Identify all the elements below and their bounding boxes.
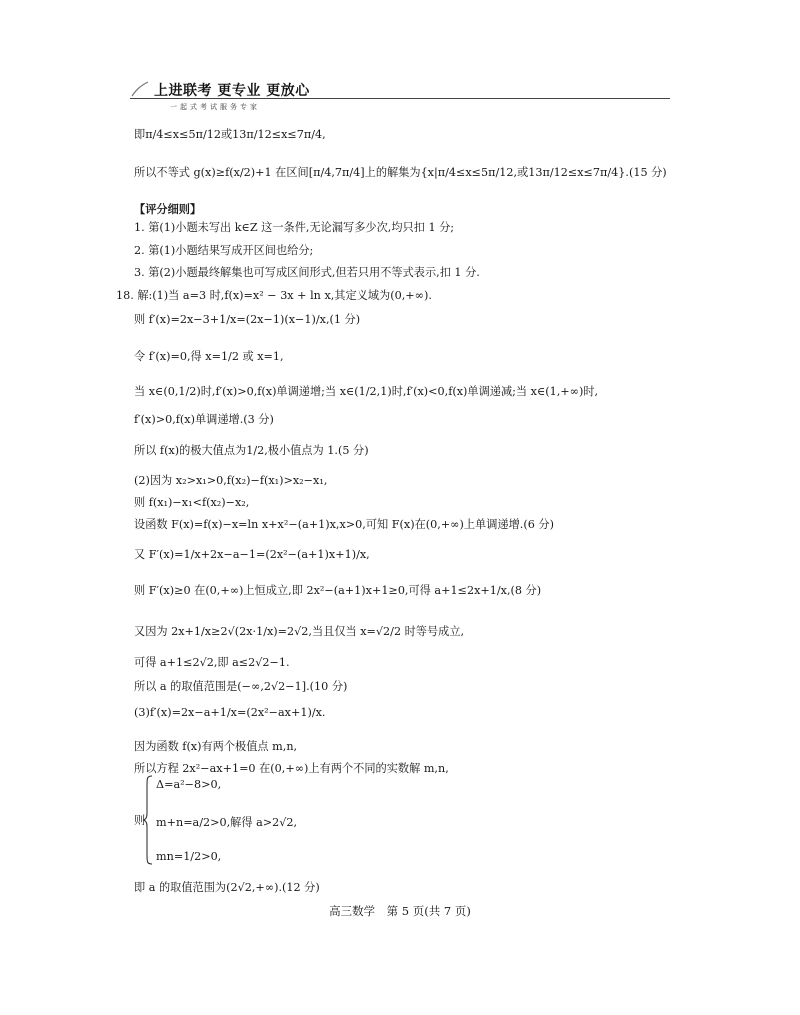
part-2-line-3: 设函数 F(x)=f(x)−x=ln x+x²−(a+1)x,x>0,可知 F(x)在(0,+∞)上单调递增.(6 分) xyxy=(134,518,554,531)
part-3-start: (3)f′(x)=2x−a+1/x=(2x²−ax+1)/x. xyxy=(134,706,326,719)
monotonicity-line-1: 当 x∈(0,1/2)时,f′(x)>0,f(x)单调递增;当 x∈(1/2,1)时,f′(x)<0,f(x)单调递减;当 x∈(1,+∞)时, xyxy=(134,385,599,398)
inequality-system xyxy=(134,774,298,866)
page-footer: 高三数学 第 5 页(共 7 页) xyxy=(329,904,471,918)
section-heading-scoring: 【评分细则】 xyxy=(134,202,202,216)
brand-title: 上进联考 更专业 更放心 xyxy=(154,83,310,99)
derivative-line: 则 f′(x)=2x−3+1/x=(2x−1)(x−1)/x,(1 分) xyxy=(134,313,361,326)
part-2-line-6: 又因为 2x+1/x≥2√(2x·1/x)=2√2,当且仅当 x=√2/2 时等号成立, xyxy=(134,625,465,638)
scoring-item-3: 3. 第(2)小题最终解集也可写成区间形式,但若只用不等式表示,扣 1 分. xyxy=(134,266,480,279)
extreme-points-line: 所以 f(x)的极大值点为1/2,极小值点为 1.(5 分) xyxy=(134,444,369,457)
part-3-line-2: 因为函数 f(x)有两个极值点 m,n, xyxy=(134,740,298,753)
system-eq-3: mn=1/2>0, xyxy=(156,850,222,863)
swoosh-logo-icon xyxy=(130,78,150,98)
scoring-item-2: 2. 第(1)小题结果写成开区间也给分; xyxy=(134,244,314,257)
text-line-2: 所以不等式 g(x)≥f(x/2)+1 在区间[π/4,7π/4]上的解集为{x|π/4≤x≤5π/12,或13π/12≤x≤7π/4}.(15 分) xyxy=(134,166,667,179)
system-prefix: 则 xyxy=(134,814,146,827)
part-2-conclusion: 所以 a 的取值范围是(−∞,2√2−1].(10 分) xyxy=(134,680,348,693)
part-3-conclusion: 即 a 的取值范围为(2√2,+∞).(12 分) xyxy=(134,881,320,894)
header-rule xyxy=(130,98,670,99)
left-brace-icon xyxy=(142,774,154,866)
part-2-line-4: 又 F′(x)=1/x+2x−a−1=(2x²−(a+1)x+1)/x, xyxy=(134,548,370,561)
scoring-item-1: 1. 第(1)小题未写出 k∈Z 这一条件,无论漏写多少次,均只扣 1 分; xyxy=(134,221,455,234)
system-eq-2: m+n=a/2>0,解得 a>2√2, xyxy=(156,816,298,829)
brand-subtitle: 一起式考试服务专家 xyxy=(170,103,260,111)
part-2-start: (2)因为 x₂>x₁>0,f(x₂)−f(x₁)>x₂−x₁, xyxy=(134,474,328,487)
part-2-line-5: 则 F′(x)≥0 在(0,+∞)上恒成立,即 2x²−(a+1)x+1≥0,可得 a+1≤2x+1/x,(8 分) xyxy=(134,584,542,597)
part-2-line-7: 可得 a+1≤2√2,即 a≤2√2−1. xyxy=(134,656,290,669)
critical-points-line: 令 f′(x)=0,得 x=1/2 或 x=1, xyxy=(134,350,284,363)
problem-18-start: 18. 解:(1)当 a=3 时,f(x)=x² − 3x + ln x,其定义域为(0,+∞). xyxy=(116,289,432,302)
page-header xyxy=(130,78,670,110)
part-3-line-3: 所以方程 2x²−ax+1=0 在(0,+∞)上有两个不同的实数解 m,n, xyxy=(134,762,449,775)
part-2-line-2: 则 f(x₁)−x₁<f(x₂)−x₂, xyxy=(134,496,250,509)
text-line-1: 即π/4≤x≤5π/12或13π/12≤x≤7π/4, xyxy=(134,128,326,141)
system-eq-1: Δ=a²−8>0, xyxy=(156,778,222,791)
monotonicity-line-2: f′(x)>0,f(x)单调递增.(3 分) xyxy=(134,413,274,426)
